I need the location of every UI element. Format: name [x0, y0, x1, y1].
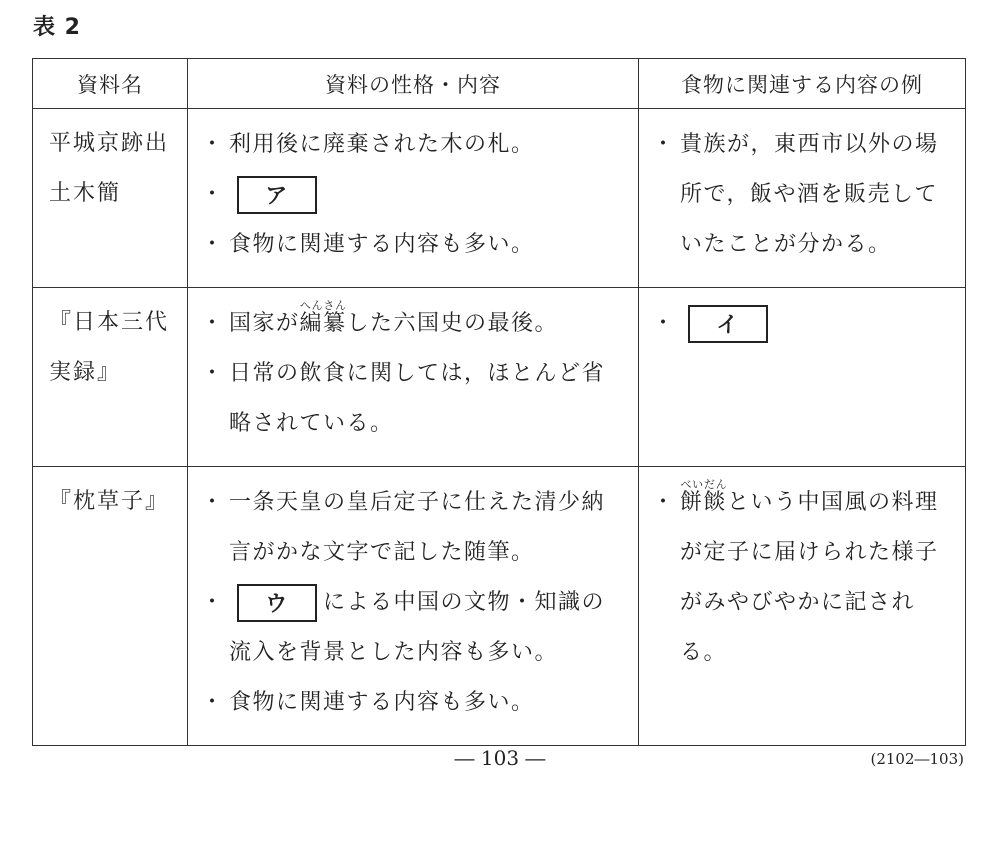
- table-row: [33, 288, 966, 467]
- list-item: ・ 食物に関連する内容も多い。: [211, 678, 621, 728]
- source-nature-cell: [188, 288, 639, 467]
- text-fragment: による中国の文物・知識の流入を背景とした内容も多い。: [229, 590, 606, 665]
- list-item: ・ 食物に関連する内容も多い。: [211, 220, 621, 270]
- list-item: [662, 478, 948, 678]
- ruby-base: 編纂: [299, 311, 347, 336]
- source-name-cell: 『日本三代実録』: [33, 288, 188, 467]
- ruby-base: 餅餤: [680, 490, 728, 515]
- list-item: [211, 170, 621, 220]
- list-item: ・ 一条天皇の皇后定子に仕えた清少納言がかな文字で記した随筆。: [211, 478, 621, 578]
- list-item: [662, 299, 948, 349]
- list-item: ・ 貴族が，東西市以外の場所で，飯や酒を販売していたことが分かる。: [662, 120, 948, 270]
- text-fragment: 国家が: [229, 311, 300, 336]
- source-nature-cell: [188, 467, 639, 746]
- table-header-row: [33, 59, 966, 109]
- list-item: ・ 日常の飲食に関しては，ほとんど省略されている。: [211, 349, 621, 449]
- data-table: [32, 58, 966, 746]
- header-source-name: 資料名: [33, 59, 188, 109]
- header-source-nature: 資料の性格・内容: [188, 59, 639, 109]
- list-item: [211, 578, 621, 678]
- table-row: [33, 109, 966, 288]
- ruby-beidan: [680, 478, 728, 515]
- source-nature-cell: [188, 109, 639, 288]
- text-fragment: という中国風の料理が定子に届けられた様子がみやびやかに記される。: [680, 490, 939, 665]
- table-row: [33, 467, 966, 746]
- ruby-hensan: [299, 299, 347, 336]
- list-item: ・ 利用後に廃棄された木の札。: [211, 120, 621, 170]
- answer-blank-u: ウ: [237, 584, 317, 622]
- text-fragment: した六国史の最後。: [346, 311, 559, 336]
- ruby-reading: べいだん: [680, 478, 728, 491]
- source-name-cell: 平城京跡出土木簡: [33, 109, 188, 288]
- answer-blank-i: イ: [688, 305, 768, 343]
- source-name-cell: 『枕草子』: [33, 467, 188, 746]
- answer-blank-a: ア: [237, 176, 317, 214]
- table-title: 表 2: [33, 15, 81, 40]
- header-food-examples: 食物に関連する内容の例: [639, 59, 966, 109]
- page-number: ― 103 ―: [454, 746, 546, 770]
- ruby-reading: へんさん: [299, 299, 347, 312]
- document-code: (2102―103): [870, 750, 964, 768]
- list-item: [211, 299, 621, 349]
- food-example-cell: [639, 109, 966, 288]
- food-example-cell: [639, 467, 966, 746]
- food-example-cell: [639, 288, 966, 467]
